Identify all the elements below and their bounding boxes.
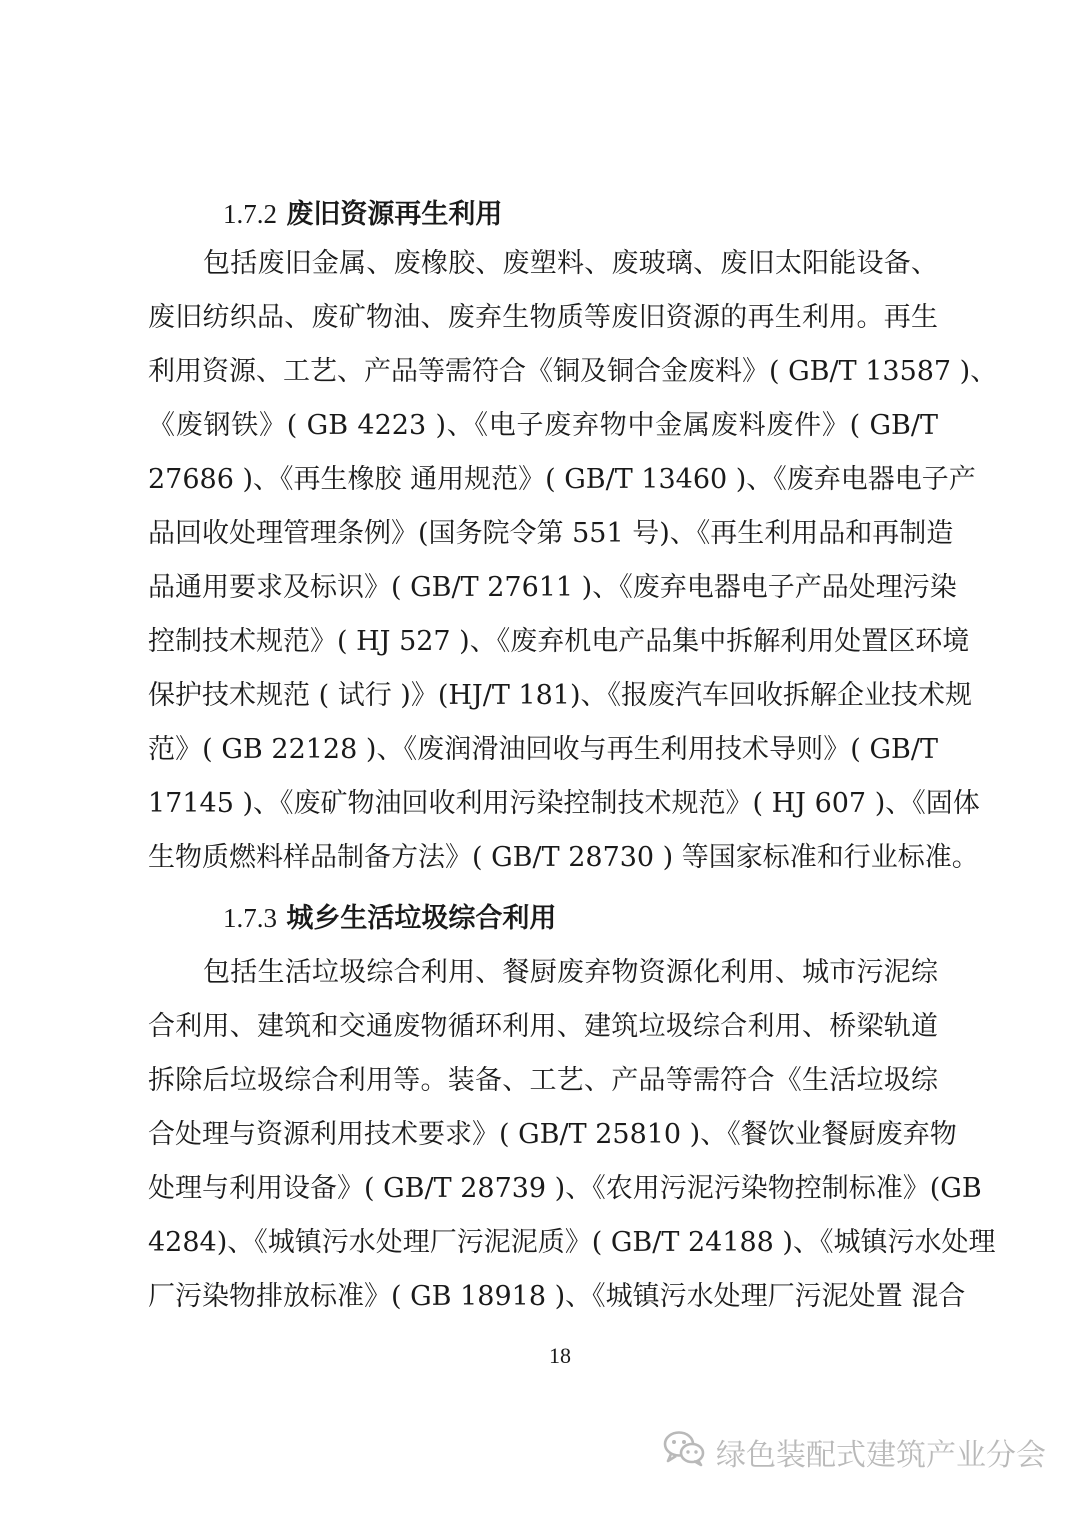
paragraph-line: 利用资源、工艺、产品等需符合《铜及铜合金废料》( GB/T 13587 )、: [148, 356, 998, 387]
paragraph-line: 拆除后垃圾综合利用等。装备、工艺、产品等需符合《生活垃圾综: [148, 1065, 938, 1096]
paragraph-line: 17145 )、《废矿物油回收利用污染控制技术规范》( HJ 607 )、《固体: [148, 788, 980, 819]
section-title: 废旧资源再生利用: [286, 199, 503, 230]
section-heading-1-7-3: [223, 900, 556, 937]
paragraph-line: 范》( GB 22128 )、《废润滑油回收与再生利用技术导则》( GB/T: [148, 734, 938, 765]
paragraph-line: 控制技术规范》( HJ 527 )、《废弃机电产品集中拆解利用处置区环境: [148, 626, 970, 657]
watermark: [662, 1430, 1046, 1474]
paragraph-line: 合利用、建筑和交通废物循环利用、建筑垃圾综合利用、桥梁轨道: [148, 1011, 938, 1042]
section-number: 1.7.2: [223, 199, 277, 229]
paragraph-line: 《废钢铁》( GB 4223 )、《电子废弃物中金属废料废件》( GB/T: [148, 410, 938, 441]
wechat-icon: [662, 1428, 706, 1476]
paragraph-line: 保护技术规范 ( 试行 )》(HJ/T 181)、《报废汽车回收拆解企业技术规: [148, 680, 972, 711]
paragraph-line: 品回收处理管理条例》(国务院令第 551 号)、《再生利用品和再制造: [148, 518, 954, 549]
paragraph-line: 合处理与资源利用技术要求》( GB/T 25810 )、《餐饮业餐厨废弃物: [148, 1119, 957, 1150]
paragraph-line: 废旧纺织品、废矿物油、废弃生物质等废旧资源的再生利用。再生: [148, 302, 938, 333]
paragraph-line: 处理与利用设备》( GB/T 28739 )、《农用污泥污染物控制标准》(GB: [148, 1173, 982, 1204]
paragraph-line: 品通用要求及标识》( GB/T 27611 )、《废弃电器电子产品处理污染: [148, 572, 957, 603]
paragraph-line: 27686 )、《再生橡胶 通用规范》( GB/T 13460 )、《废弃电器电子产: [148, 464, 976, 495]
paragraph-line: 4284)、《城镇污水处理厂污泥泥质》( GB/T 24188 )、《城镇污水处理: [148, 1227, 996, 1258]
section-title: 城乡生活垃圾综合利用: [286, 903, 557, 934]
section-heading-1-7-2: [223, 196, 502, 233]
paragraph-line: 生物质燃料样品制备方法》( GB/T 28730 ) 等国家标准和行业标准。: [148, 842, 979, 873]
paragraph-line: 包括生活垃圾综合利用、餐厨废弃物资源化利用、城市污泥综: [203, 957, 938, 988]
watermark-text: 绿色装配式建筑产业分会: [716, 1438, 1046, 1473]
paragraph-line: 包括废旧金属、废橡胶、废塑料、废玻璃、废旧太阳能设备、: [203, 248, 938, 279]
section-number: 1.7.3: [223, 903, 277, 933]
page-number: 18: [549, 1343, 571, 1368]
paragraph-line: 厂污染物排放标准》( GB 18918 )、《城镇污水处理厂污泥处置 混合: [148, 1281, 966, 1312]
